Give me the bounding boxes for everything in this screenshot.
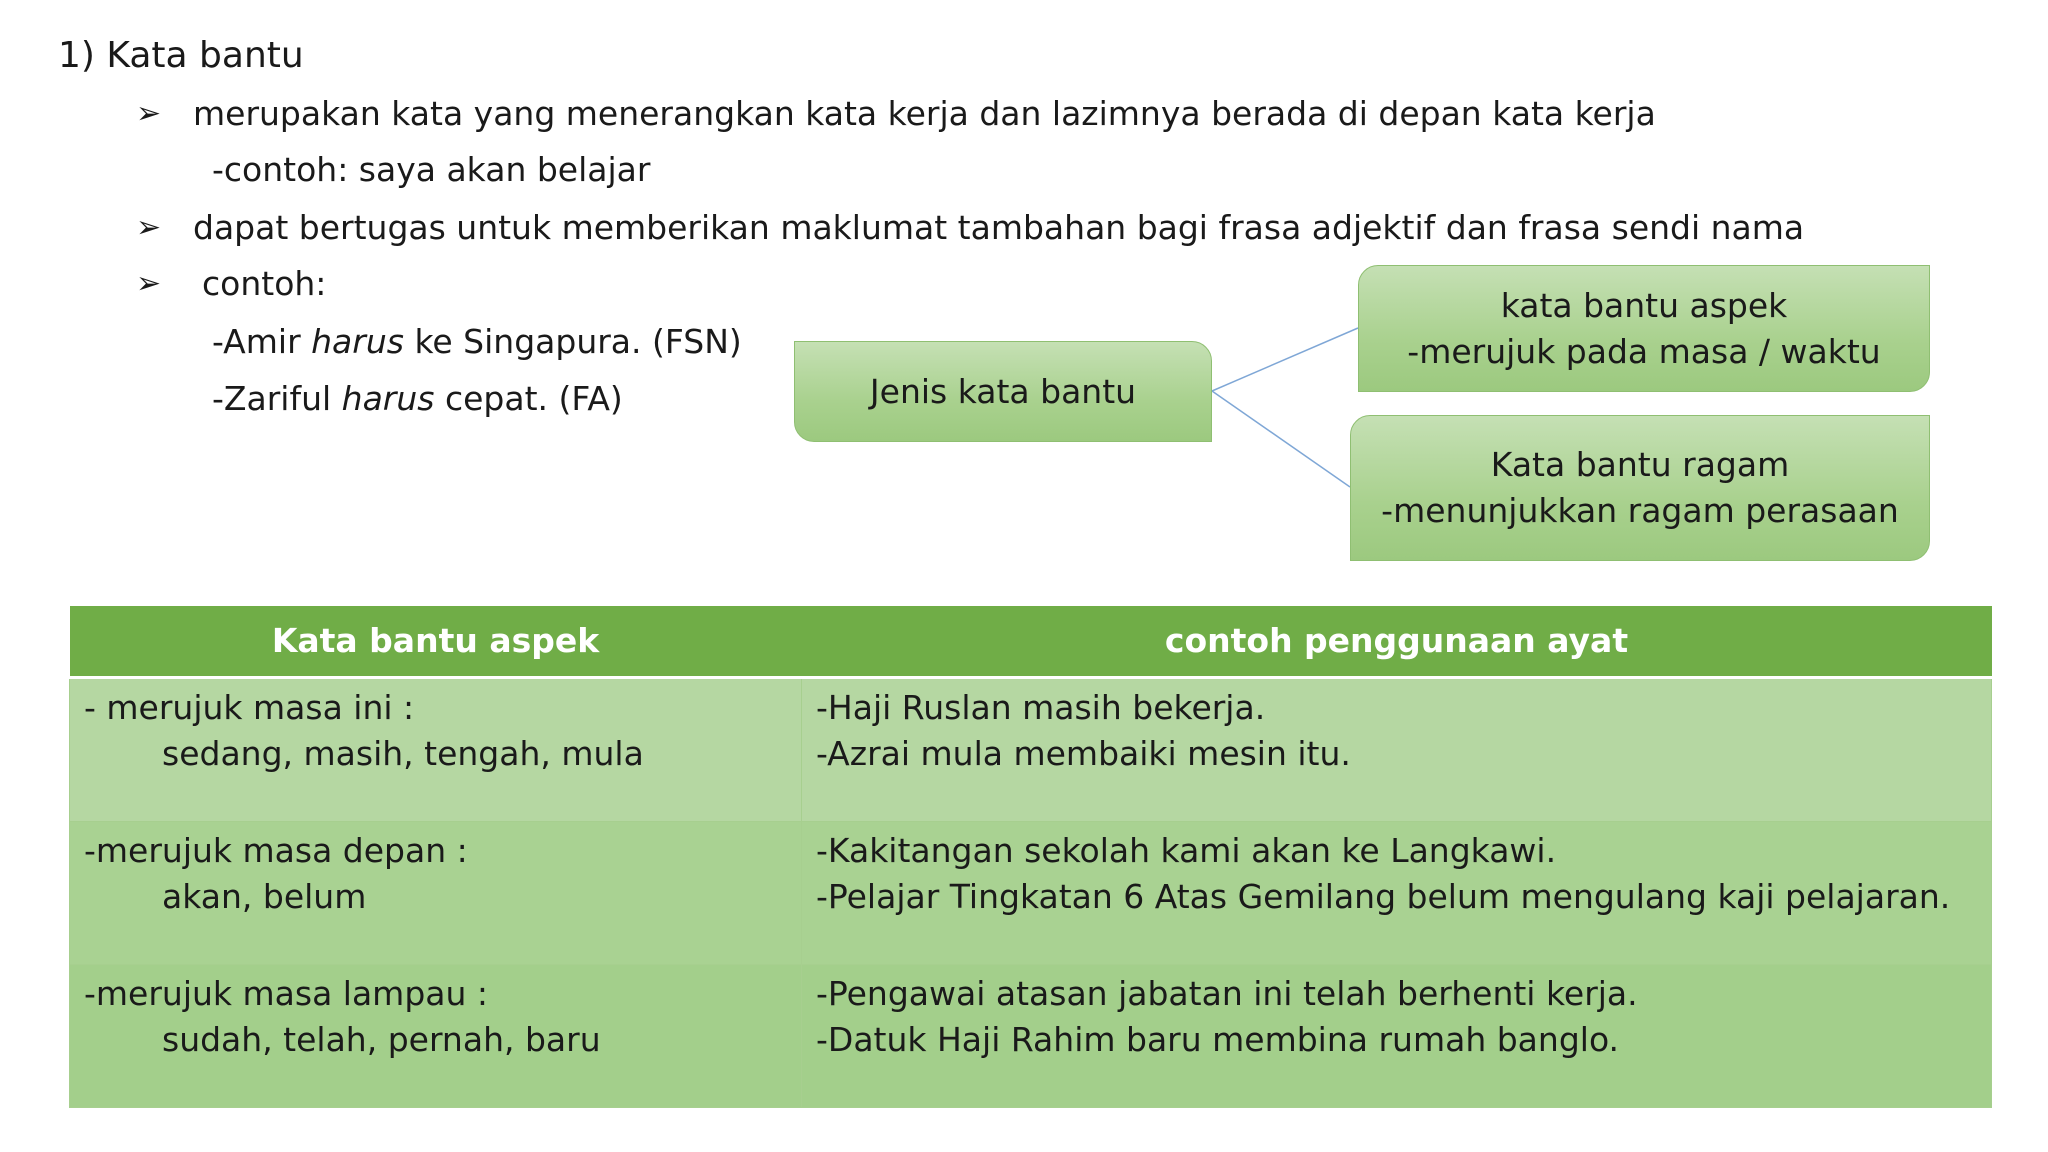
- aspek-label: -merujuk masa lampau :: [84, 974, 489, 1013]
- table-header-contoh: contoh penggunaan ayat: [802, 606, 1992, 678]
- aspek-words: sedang, masih, tengah, mula: [162, 734, 644, 773]
- aspek-words: akan, belum: [162, 877, 367, 916]
- connector-aspek: [1212, 328, 1358, 391]
- example-sentence: -Pelajar Tingkatan 6 Atas Gemilang belum mengulang kaji pelajaran.: [816, 877, 1951, 916]
- example-sentence: -Haji Ruslan masih bekerja.: [816, 688, 1266, 727]
- aspek-label: - merujuk masa ini :: [84, 688, 415, 727]
- example-1-em: harus: [311, 322, 404, 361]
- bullet-text-2: dapat bertugas untuk memberikan maklumat tambahan bagi frasa adjektif dan frasa sendi nama: [193, 208, 1805, 247]
- diagram-root-label: Jenis kata bantu: [869, 371, 1137, 411]
- branch-ragam-desc: -menunjukkan ragam perasaan: [1381, 491, 1899, 530]
- diagram-branch-aspek: [1358, 265, 1930, 392]
- example-sentence: -Pengawai atasan jabatan ini telah berhenti kerja.: [816, 974, 1638, 1013]
- branch-aspek-title: kata bantu aspek: [1500, 285, 1788, 325]
- arrow-bullet-icon: ➢: [136, 96, 162, 131]
- arrow-bullet-icon: ➢: [136, 266, 162, 301]
- example-2-pre: -Zariful: [212, 379, 342, 418]
- table-header-aspek: Kata bantu aspek: [70, 606, 802, 678]
- connector-ragam: [1212, 391, 1350, 487]
- table-cell-aspek: [70, 822, 802, 965]
- table-row: [70, 965, 1992, 1108]
- aspek-label: -merujuk masa depan :: [84, 831, 468, 870]
- diagram-root-box: [794, 341, 1212, 442]
- bullet-text-3: contoh:: [202, 264, 327, 303]
- table-row: [70, 822, 1992, 965]
- example-2-em: harus: [341, 379, 435, 418]
- bullet-sub-example: -contoh: saya akan belajar: [212, 150, 651, 189]
- example-sentence: -Kakitangan sekolah kami akan ke Langkawi.: [816, 831, 1557, 870]
- diagram-branch-ragam: [1350, 415, 1930, 561]
- aspek-words: sudah, telah, pernah, baru: [162, 1020, 601, 1059]
- table-cell-contoh: [802, 965, 1992, 1108]
- table-cell-aspek: [70, 678, 802, 822]
- table-cell-contoh: [802, 822, 1992, 965]
- arrow-bullet-icon: ➢: [136, 210, 162, 245]
- table-cell-contoh: [802, 678, 1992, 822]
- table-header-row: [70, 606, 1992, 678]
- table-cell-aspek: [70, 965, 802, 1108]
- table-row: [70, 678, 1992, 822]
- section-heading: 1) Kata bantu: [58, 35, 304, 76]
- example-sentence: -Azrai mula membaiki mesin itu.: [816, 734, 1351, 773]
- branch-aspek-desc: -merujuk pada masa / waktu: [1407, 331, 1881, 371]
- bullet-text-1: merupakan kata yang menerangkan kata kerja dan lazimnya berada di depan kata kerja: [193, 94, 1656, 133]
- aspek-table: [69, 606, 1992, 1108]
- example-1-post: ke Singapura. (FSN): [403, 322, 742, 361]
- example-2-post: cepat. (FA): [434, 379, 623, 418]
- example-sentence: -Datuk Haji Rahim baru membina rumah banglo.: [816, 1020, 1620, 1059]
- branch-ragam-title: Kata bantu ragam: [1490, 445, 1790, 484]
- example-1-pre: -Amir: [212, 322, 312, 361]
